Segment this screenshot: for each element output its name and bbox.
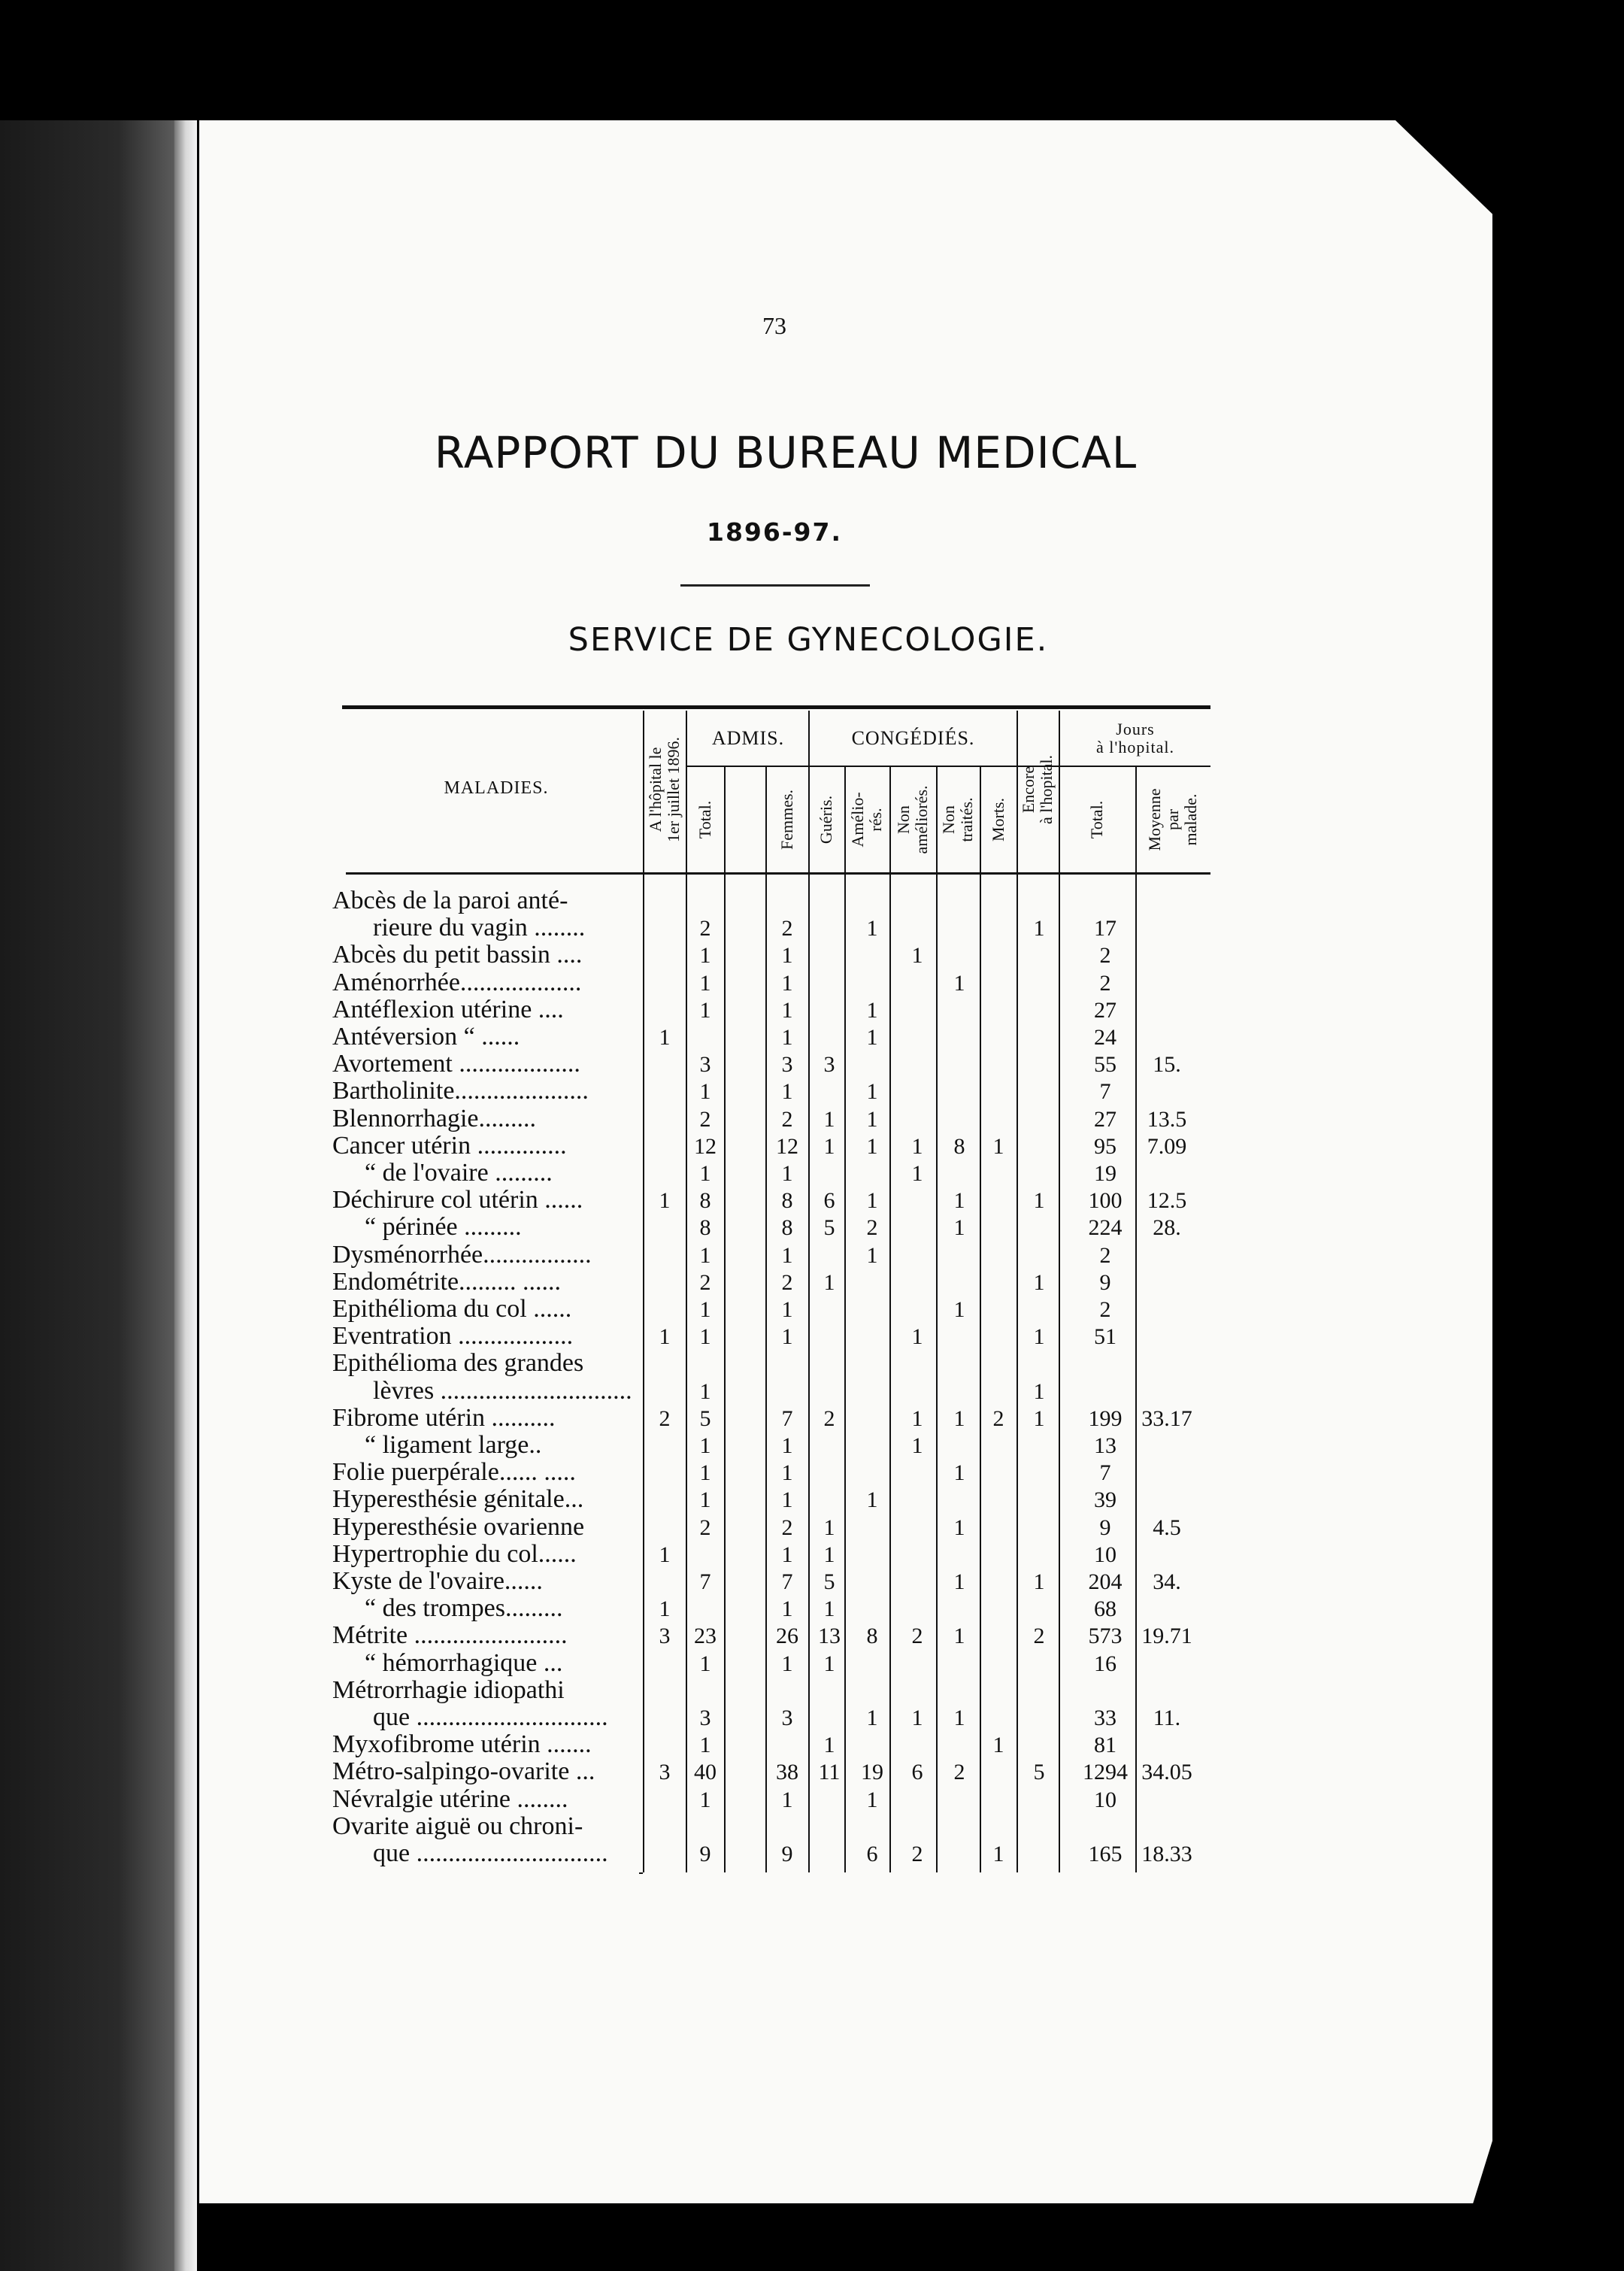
cell-at-hospital: 2 xyxy=(659,1405,671,1431)
disease-name: Hyperesthésie ovarienne xyxy=(332,1513,585,1541)
disease-name: Abcès du petit bassin .... xyxy=(332,941,583,969)
cell-admis-total: 2 xyxy=(699,1269,711,1295)
header-bottom-rule xyxy=(346,872,1210,875)
cell-gueris: 1 xyxy=(823,1733,835,1758)
cell-femmes: 7 xyxy=(781,1405,793,1431)
table-bottom-rule xyxy=(639,1872,643,1874)
cell-admis-total: 23 xyxy=(694,1624,717,1649)
service-title: SERVICE DE GYNECOLOGIE. xyxy=(568,621,1049,659)
cell-admis-total: 1 xyxy=(699,970,711,996)
cell-ameliores: 1 xyxy=(866,1079,878,1105)
cell-moyenne: 34.05 xyxy=(1141,1760,1192,1785)
cell-admis-total: 2 xyxy=(699,1106,711,1132)
cell-encore: 1 xyxy=(1033,1378,1045,1404)
cell-moyenne: 11. xyxy=(1153,1706,1181,1730)
header-admis-total: Total. xyxy=(695,800,714,839)
cell-femmes: 1 xyxy=(781,1025,793,1050)
cell-admis-total: 9 xyxy=(699,1842,711,1866)
cell-femmes: 1 xyxy=(781,1161,793,1186)
cell-non-traites: 2 xyxy=(953,1760,965,1785)
cell-admis-total: 1 xyxy=(699,1378,711,1404)
disease-name: Métrite ........................ xyxy=(332,1622,568,1650)
cell-non-ameliores: 1 xyxy=(911,1324,923,1350)
header-gueris: Guéris. xyxy=(817,795,835,844)
cell-ameliores: 1 xyxy=(866,916,878,941)
cell-at-hospital: 1 xyxy=(659,1596,671,1622)
cell-femmes: 1 xyxy=(781,1242,793,1268)
cell-ameliores: 2 xyxy=(866,1215,878,1241)
cell-non-ameliores: 6 xyxy=(911,1760,923,1785)
cell-at-hospital: 1 xyxy=(659,1542,671,1567)
cell-gueris: 1 xyxy=(823,1542,835,1567)
cell-jours-total: 204 xyxy=(1088,1569,1123,1594)
cell-moyenne: 19.71 xyxy=(1141,1624,1192,1649)
header-ameliores: Amélio- rés. xyxy=(848,792,885,847)
cell-encore: 1 xyxy=(1033,1405,1045,1431)
cell-admis-total: 2 xyxy=(699,916,711,941)
disease-name: “ de l'ovaire ......... xyxy=(365,1160,553,1187)
cell-gueris: 2 xyxy=(823,1405,835,1431)
header-at-hospital: A l'hôpital le 1er juillet 1896. xyxy=(646,737,683,842)
cell-jours-total: 17 xyxy=(1094,916,1116,941)
report-years: 1896-97. xyxy=(706,517,842,547)
disease-name: “ périnée ......... xyxy=(365,1214,522,1242)
header-jours-total: Total. xyxy=(1087,800,1106,839)
cell-ameliores: 1 xyxy=(866,1025,878,1050)
cell-jours-total: 573 xyxy=(1088,1624,1123,1649)
disease-name: que .............................. xyxy=(373,1840,608,1867)
cell-femmes: 1 xyxy=(781,1460,793,1486)
cell-ameliores: 19 xyxy=(861,1760,883,1785)
cell-non-traites: 1 xyxy=(953,1215,965,1241)
cell-jours-total: 165 xyxy=(1088,1842,1123,1866)
cell-gueris: 5 xyxy=(823,1569,835,1594)
disease-name: Bartholinite..................... xyxy=(332,1078,589,1105)
cell-non-traites: 1 xyxy=(953,1188,965,1214)
cell-femmes: 1 xyxy=(781,1787,793,1812)
cell-non-traites: 1 xyxy=(953,1569,965,1594)
disease-name: “ hémorrhagique ... xyxy=(365,1649,563,1677)
cell-ameliores: 1 xyxy=(866,1188,878,1214)
cell-moyenne: 4.5 xyxy=(1153,1515,1181,1540)
cell-femmes: 1 xyxy=(781,1324,793,1350)
cell-admis-total: 1 xyxy=(699,1651,711,1676)
cell-encore: 1 xyxy=(1033,1324,1045,1350)
disease-name: Eventration .................. xyxy=(332,1323,574,1351)
cell-jours-total: 13 xyxy=(1094,1433,1116,1458)
cell-jours-total: 2 xyxy=(1099,970,1111,996)
cell-non-ameliores: 1 xyxy=(911,1133,923,1159)
cell-morts: 1 xyxy=(992,1733,1004,1758)
cell-non-ameliores: 1 xyxy=(911,1405,923,1431)
cell-jours-total: 2 xyxy=(1099,1297,1111,1322)
cell-femmes: 1 xyxy=(781,970,793,996)
cell-non-traites: 1 xyxy=(953,970,965,996)
col-rule xyxy=(844,767,846,1872)
cell-femmes: 1 xyxy=(781,1433,793,1458)
cell-jours-total: 199 xyxy=(1088,1405,1123,1431)
cell-encore: 5 xyxy=(1033,1760,1045,1785)
cell-admis-total: 1 xyxy=(699,1487,711,1513)
cell-non-traites: 8 xyxy=(953,1133,965,1159)
disease-name: Epithélioma du col ...... xyxy=(332,1296,572,1323)
disease-name: Abcès de la paroi anté- xyxy=(332,887,568,914)
disease-name: Dysménorrhée................. xyxy=(332,1241,592,1269)
cell-femmes: 26 xyxy=(776,1624,798,1649)
cell-femmes: 1 xyxy=(781,943,793,969)
cell-ameliores: 1 xyxy=(866,1106,878,1132)
cell-encore: 1 xyxy=(1033,1188,1045,1214)
cell-admis-total: 1 xyxy=(699,1787,711,1812)
cell-jours-total: 27 xyxy=(1094,997,1116,1023)
cell-gueris: 5 xyxy=(823,1215,835,1241)
header-admis: ADMIS. xyxy=(711,727,785,749)
cell-gueris: 13 xyxy=(818,1624,841,1649)
cell-moyenne: 34. xyxy=(1153,1569,1181,1594)
cell-jours-total: 100 xyxy=(1088,1188,1123,1214)
cell-gueris: 1 xyxy=(823,1651,835,1676)
disease-name: Blennorrhagie......... xyxy=(332,1105,536,1132)
cell-jours-total: 9 xyxy=(1099,1515,1111,1540)
cell-jours-total: 55 xyxy=(1094,1052,1116,1078)
cell-femmes: 38 xyxy=(776,1760,798,1785)
cell-gueris: 6 xyxy=(823,1188,835,1214)
cell-gueris: 1 xyxy=(823,1106,835,1132)
cell-moyenne: 18.33 xyxy=(1141,1842,1192,1866)
disease-name: “ ligament large.. xyxy=(365,1432,542,1459)
cell-admis-total: 1 xyxy=(699,1433,711,1458)
cell-moyenne: 12.5 xyxy=(1147,1188,1187,1214)
cell-jours-total: 16 xyxy=(1094,1651,1116,1676)
cell-gueris: 1 xyxy=(823,1596,835,1622)
disease-name: Ovarite aiguë ou chroni- xyxy=(332,1812,583,1840)
cell-at-hospital: 3 xyxy=(659,1760,671,1785)
cell-ameliores: 1 xyxy=(866,1242,878,1268)
header-non-ameliores: Non améliorés. xyxy=(894,785,931,854)
cell-moyenne: 13.5 xyxy=(1147,1106,1187,1132)
cell-jours-total: 81 xyxy=(1094,1733,1116,1758)
page-number: 73 xyxy=(762,312,786,339)
cell-admis-total: 2 xyxy=(699,1515,711,1540)
cell-femmes: 2 xyxy=(781,916,793,941)
cell-gueris: 1 xyxy=(823,1269,835,1295)
cell-admis-total: 12 xyxy=(694,1133,717,1159)
cell-admis-total: 5 xyxy=(699,1405,711,1431)
cell-femmes: 3 xyxy=(781,1052,793,1078)
cell-non-ameliores: 2 xyxy=(911,1624,923,1649)
cell-jours-total: 95 xyxy=(1094,1133,1116,1159)
report-title: RAPPORT DU BUREAU MEDICAL xyxy=(434,427,1138,478)
cell-jours-total: 224 xyxy=(1088,1215,1123,1241)
cell-femmes: 2 xyxy=(781,1515,793,1540)
cell-femmes: 1 xyxy=(781,1079,793,1105)
cell-femmes: 7 xyxy=(781,1569,793,1594)
cell-jours-total: 33 xyxy=(1094,1706,1116,1730)
cell-admis-total: 7 xyxy=(699,1569,711,1594)
cell-admis-total: 1 xyxy=(699,1242,711,1268)
cell-non-ameliores: 2 xyxy=(911,1842,923,1866)
cell-moyenne: 7.09 xyxy=(1147,1133,1187,1159)
cell-ameliores: 1 xyxy=(866,1133,878,1159)
cell-ameliores: 1 xyxy=(866,997,878,1023)
cell-non-ameliores: 1 xyxy=(911,1161,923,1186)
header-non-traites: Non traités. xyxy=(939,797,976,842)
cell-non-traites: 1 xyxy=(953,1515,965,1540)
disease-name: Fibrome utérin .......... xyxy=(332,1404,556,1432)
header-maladies: MALADIES. xyxy=(444,778,549,798)
cell-jours-total: 27 xyxy=(1094,1106,1116,1132)
cell-admis-total: 1 xyxy=(699,1297,711,1322)
cell-jours-total: 2 xyxy=(1099,943,1111,969)
cell-jours-total: 51 xyxy=(1094,1324,1116,1350)
disease-name: Epithélioma des grandes xyxy=(332,1350,584,1378)
disease-name: Hypertrophie du col...... xyxy=(332,1540,577,1568)
cell-femmes: 3 xyxy=(781,1706,793,1730)
cell-jours-total: 39 xyxy=(1094,1487,1116,1513)
cell-non-traites: 1 xyxy=(953,1460,965,1486)
cell-gueris: 1 xyxy=(823,1133,835,1159)
header-encore: Encore à l'hopital. xyxy=(1019,755,1056,824)
cell-admis-total: 3 xyxy=(699,1052,711,1078)
col-rule xyxy=(643,711,644,1872)
cell-femmes: 1 xyxy=(781,1596,793,1622)
cell-admis-total: 8 xyxy=(699,1188,711,1214)
cell-encore: 1 xyxy=(1033,916,1045,941)
cell-admis-total: 1 xyxy=(699,997,711,1023)
cell-femmes: 2 xyxy=(781,1106,793,1132)
disease-name: Myxofibrome utérin ....... xyxy=(332,1731,592,1759)
cell-admis-total: 1 xyxy=(699,943,711,969)
cell-non-traites: 1 xyxy=(953,1624,965,1649)
cell-morts: 2 xyxy=(992,1405,1004,1431)
cell-ameliores: 1 xyxy=(866,1706,878,1730)
disease-name: “ des trompes......... xyxy=(365,1595,563,1623)
disease-name: Métrorrhagie idiopathi xyxy=(332,1676,565,1704)
cell-femmes: 9 xyxy=(781,1842,793,1866)
disease-name: Avortement ................... xyxy=(332,1051,580,1078)
cell-femmes: 12 xyxy=(776,1133,798,1159)
cell-admis-total: 3 xyxy=(699,1706,711,1730)
cell-jours-total: 10 xyxy=(1094,1542,1116,1567)
cell-jours-total: 24 xyxy=(1094,1025,1116,1050)
disease-name: Antéversion “ ...... xyxy=(332,1023,520,1051)
cell-ameliores: 6 xyxy=(866,1842,878,1866)
table-top-rule xyxy=(342,705,1210,709)
cell-admis-total: 1 xyxy=(699,1733,711,1758)
disease-name: rieure du vagin ........ xyxy=(373,914,586,942)
cell-ameliores: 1 xyxy=(866,1487,878,1513)
cell-jours-total: 2 xyxy=(1099,1242,1111,1268)
cell-femmes: 8 xyxy=(781,1215,793,1241)
cell-non-traites: 1 xyxy=(953,1706,965,1730)
cell-gueris: 11 xyxy=(818,1760,841,1785)
cell-ameliores: 1 xyxy=(866,1787,878,1812)
disease-name: lèvres .............................. xyxy=(373,1377,632,1405)
group-header-rule xyxy=(686,766,1210,767)
cell-femmes: 1 xyxy=(781,1651,793,1676)
cell-at-hospital: 1 xyxy=(659,1324,671,1350)
cell-at-hospital: 1 xyxy=(659,1025,671,1050)
cell-admis-total: 1 xyxy=(699,1324,711,1350)
disease-name: Hyperesthésie génitale... xyxy=(332,1486,584,1514)
cell-moyenne: 28. xyxy=(1153,1215,1181,1241)
cell-non-traites: 1 xyxy=(953,1297,965,1322)
cell-jours-total: 7 xyxy=(1099,1460,1111,1486)
cell-at-hospital: 1 xyxy=(659,1188,671,1214)
header-femmes: Femmes. xyxy=(777,789,796,850)
cell-femmes: 1 xyxy=(781,1487,793,1513)
cell-at-hospital: 3 xyxy=(659,1624,671,1649)
cell-admis-total: 40 xyxy=(694,1760,717,1785)
cell-admis-total: 1 xyxy=(699,1079,711,1105)
disease-name: Cancer utérin .............. xyxy=(332,1132,567,1160)
cell-femmes: 1 xyxy=(781,1297,793,1322)
cell-moyenne: 33.17 xyxy=(1141,1405,1192,1431)
disease-name: Déchirure col utérin ...... xyxy=(332,1187,583,1214)
disease-name: Métro-salpingo-ovarite ... xyxy=(332,1758,595,1786)
cell-morts: 1 xyxy=(992,1842,1004,1866)
cell-gueris: 1 xyxy=(823,1515,835,1540)
cell-femmes: 8 xyxy=(781,1188,793,1214)
cell-non-traites: 1 xyxy=(953,1405,965,1431)
disease-name: Kyste de l'ovaire...... xyxy=(332,1568,543,1595)
disease-name: Folie puerpérale...... ..... xyxy=(332,1459,576,1487)
cell-ameliores: 8 xyxy=(866,1624,878,1649)
disease-name: Aménorrhée................... xyxy=(332,969,582,996)
header-congedies: CONGÉDIÉS. xyxy=(851,727,975,749)
cell-jours-total: 7 xyxy=(1099,1079,1111,1105)
cell-femmes: 2 xyxy=(781,1269,793,1295)
cell-jours-total: 1294 xyxy=(1083,1760,1128,1785)
cell-encore: 2 xyxy=(1033,1624,1045,1649)
cell-encore: 1 xyxy=(1033,1569,1045,1594)
disease-name: Névralgie utérine ........ xyxy=(332,1785,568,1813)
cell-admis-total: 1 xyxy=(699,1161,711,1186)
cell-jours-total: 19 xyxy=(1094,1161,1116,1186)
header-jours: Jours à l'hopital. xyxy=(1096,720,1174,756)
cell-moyenne: 15. xyxy=(1153,1052,1181,1078)
cell-femmes: 1 xyxy=(781,997,793,1023)
cell-gueris: 3 xyxy=(823,1052,835,1078)
cell-admis-total: 1 xyxy=(699,1460,711,1486)
disease-name: Endométrite......... ...... xyxy=(332,1268,562,1296)
header-moyenne: Moyenne par malade. xyxy=(1145,788,1200,851)
cell-morts: 1 xyxy=(992,1133,1004,1159)
cell-femmes: 1 xyxy=(781,1542,793,1567)
cell-jours-total: 10 xyxy=(1094,1787,1116,1812)
disease-name: Antéflexion utérine .... xyxy=(332,996,564,1023)
cell-non-ameliores: 1 xyxy=(911,1706,923,1730)
cell-admis-total: 8 xyxy=(699,1215,711,1241)
cell-jours-total: 9 xyxy=(1099,1269,1111,1295)
header-morts: Morts. xyxy=(989,797,1007,842)
cell-non-ameliores: 1 xyxy=(911,1433,923,1458)
cell-jours-total: 68 xyxy=(1094,1596,1116,1622)
cell-encore: 1 xyxy=(1033,1269,1045,1295)
cell-non-ameliores: 1 xyxy=(911,943,923,969)
disease-name: que .............................. xyxy=(373,1704,608,1731)
